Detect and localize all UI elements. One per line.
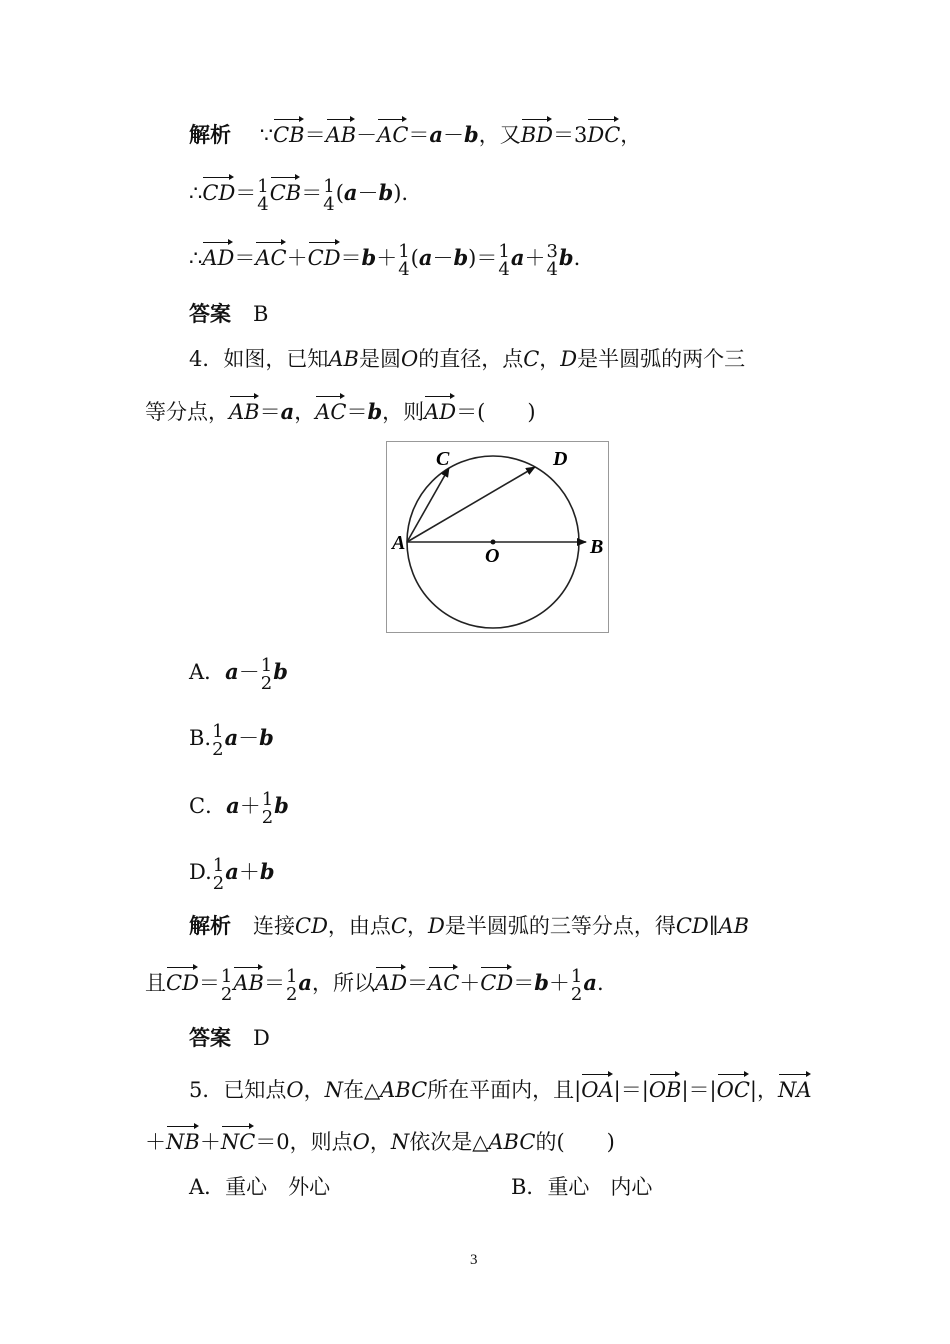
center-point: [491, 540, 496, 545]
label-o: O: [485, 545, 500, 567]
solution-label: 解析: [189, 123, 231, 147]
q3-solution-line2: ∴CD＝ 1 4 CB＝ 1 4 (a－b).: [189, 176, 409, 215]
q3-solution-line3: ∴AD＝AC＋CD＝b＋ 1 4 (a－b)＝ 1 4 a＋ 3 4 b.: [189, 241, 581, 280]
q3-solution-line1: 解析 ∵CB＝AB－AC＝a－b，又BD＝3DC，: [189, 122, 642, 147]
q4-stem-line2: 等分点，AB＝a，AC＝b，则AD＝( ): [145, 399, 536, 424]
page-number: 3: [470, 1252, 478, 1268]
q5-option-b[interactable]: B．重心 内心: [511, 1175, 653, 1199]
question-number: 4．: [189, 347, 224, 371]
q4-answer: [189, 1024, 270, 1052]
fraction: 1 2: [570, 966, 583, 1005]
solution-label: 解析: [189, 914, 231, 938]
answer-label: 答案: [189, 302, 231, 326]
answer-value: D: [253, 1026, 270, 1050]
fraction: 3 4: [546, 241, 558, 280]
answer-value: B: [253, 302, 269, 326]
q5-stem-line2: ＋NB＋NC＝0，则点O，N依次是△ABC的( ): [145, 1130, 615, 1154]
q3-answer: [189, 300, 268, 328]
q4-solution-line1: 解析 连接CD，由点C，D是半圆弧的三等分点，得CD∥AB: [189, 914, 750, 938]
fraction: 1 4: [323, 176, 335, 215]
q4-solution-line2: 且CD＝ 1 2 AB＝ 1 2 a，所以AD＝AC＋CD＝b＋ 1 2 a.: [145, 966, 604, 1005]
answer-label: 答案: [189, 1026, 231, 1050]
fraction: 1 2: [260, 655, 273, 694]
fraction: 1 4: [498, 241, 510, 280]
fraction: 1 2: [285, 966, 298, 1005]
label-a: A: [392, 532, 406, 554]
option-d[interactable]: D. 1 2 a＋b: [189, 855, 275, 894]
vector-ad-arrow: [407, 467, 535, 542]
question-number: 5．: [189, 1078, 224, 1102]
fraction: 1 4: [398, 241, 410, 280]
circle-figure: [386, 441, 609, 633]
label-d: D: [553, 448, 568, 470]
q4-stem-line1: 4．如图，已知AB是圆O的直径，点C，D是半圆弧的两个三: [189, 347, 746, 371]
label-c: C: [436, 448, 450, 470]
fraction: 1 2: [212, 855, 225, 894]
option-c[interactable]: C．a＋ 1 2 b: [189, 789, 289, 828]
vector-ac-arrow: [407, 468, 449, 542]
q5-option-a[interactable]: A．重心 外心: [189, 1175, 331, 1199]
option-b[interactable]: B. 1 2 a－b: [189, 721, 274, 760]
fraction: 1 2: [212, 721, 224, 760]
fraction: 1 4: [257, 176, 269, 215]
fraction: 1 2: [261, 789, 274, 828]
label-b: B: [590, 536, 604, 558]
circle-diagram: [387, 442, 608, 632]
q5-stem-line1: 5．已知点O，N在△ABC所在平面内，且|OA|＝|OB|＝|OC|，NA: [189, 1078, 812, 1102]
option-a[interactable]: A．a－ 1 2 b: [189, 655, 288, 694]
fraction: 1 2: [220, 966, 233, 1005]
